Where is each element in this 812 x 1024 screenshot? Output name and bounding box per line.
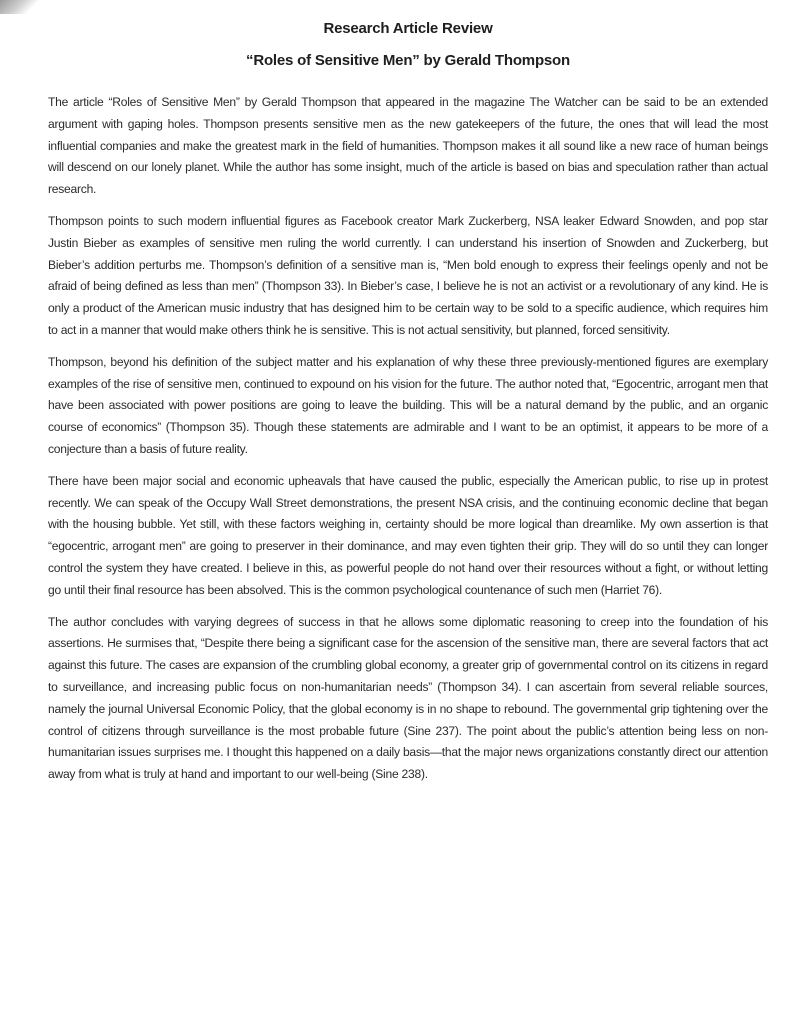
paragraph-intro: The article “Roles of Sensitive Men” by Gerald Thompson that appeared in the magazine The Watcher can be said to be an extended argument with gaping holes. Thompson presents sensitive men as the new gatekeepers of the future, the ones that will lead the most influential companies and make the greatest mark in the field of humanities. Thompson makes it all sound like a new race of human beings will descend on our lonely planet. While the author has some insight, much of the article is based on bias and speculation rather than actual research.: [48, 95, 768, 197]
document-subtitle: “Roles of Sensitive Men” by Gerald Thompson: [246, 52, 570, 69]
paragraph-examples: Thompson points to such modern influential figures as Facebook creator Mark Zuckerberg, NSA leaker Edward Snowden, and pop star Justin Bieber as examples of sensitive men ruling the world currently. I can understand his insertion of Snowden and Zuckerberg, but Bieber’s addition perturbs me. Thompson’s definition of a sensitive man is, “Men bold enough to express their feelings openly and not be afraid of being defined as less than men” (Thompson 33). In Bieber’s case, I believe he is not an activist or a revolutionary of any kind. He is only a product of the American music industry that has designed him to be certain way to be sold to a specific audience, which requires him to act in a manner that would make others think he is sensitive. This is not actual sensitivity, but planned, forced sensitivity.: [48, 213, 768, 337]
paragraph-conclusion: The author concludes with varying degrees of success in that he allows some diplomatic reasoning to creep into the foundation of his assertions. He surmises that, “Despite there being a significant case for the ascension of the sensitive man, there are several factors that act against this future. The cases are expansion of the crumbling global economy, a greater grip of governmental control on its citizens in regard to surveillance, and increasing public focus on non-humanitarian needs” (Thompson 34). I can ascertain from several reliable sources, namely the journal Universal Economic Policy, that the global economy is in no shape to rebound. The governmental grip tightening over the control of citizens through surveillance is the most probable future (Sine 237). The point about the public’s attention being less on non-humanitarian issues surprises me. I thought this happened on a daily basis—that the major news organizations constantly direct our attention away from what is truly at hand and important to our well-being (Sine 238).: [48, 614, 768, 782]
document-body: [48, 92, 768, 796]
paragraph-vision: Thompson, beyond his definition of the subject matter and his explanation of why these three previously-mentioned figures are exemplary examples of the rise of sensitive men, continued to expound on his vision for the future. The author noted that, “Egocentric, arrogant men that have been associated with power positions are going to leave the building. This will be a natural demand by the public, and an organic course of economics” (Thompson 35). Though these statements are admirable and I want to be an optimist, it appears to be more of a conjecture than a basis of future reality.: [48, 354, 768, 456]
document-title: Research Article Review: [323, 20, 493, 37]
paragraph-upheavals: There have been major social and economic upheavals that have caused the public, especially the American public, to rise up in protest recently. We can speak of the Occupy Wall Street demonstrations, the present NSA crisis, and the continuing economic decline that began with the housing bubble. Yet still, with these factors weighing in, certainty should be more logical than dreamlike. My own assertion is that “egocentric, arrogant men” are going to preserver in their dominance, and may even tighten their grip. They will do so until they can longer control the system they have created. I believe in this, as powerful people do not hand over their resources without a fight, or without letting go until their final resource has been absolved. This is the common psychological countenance of such men (Harriet 76).: [48, 473, 768, 597]
page-corner-shadow: [0, 0, 40, 14]
